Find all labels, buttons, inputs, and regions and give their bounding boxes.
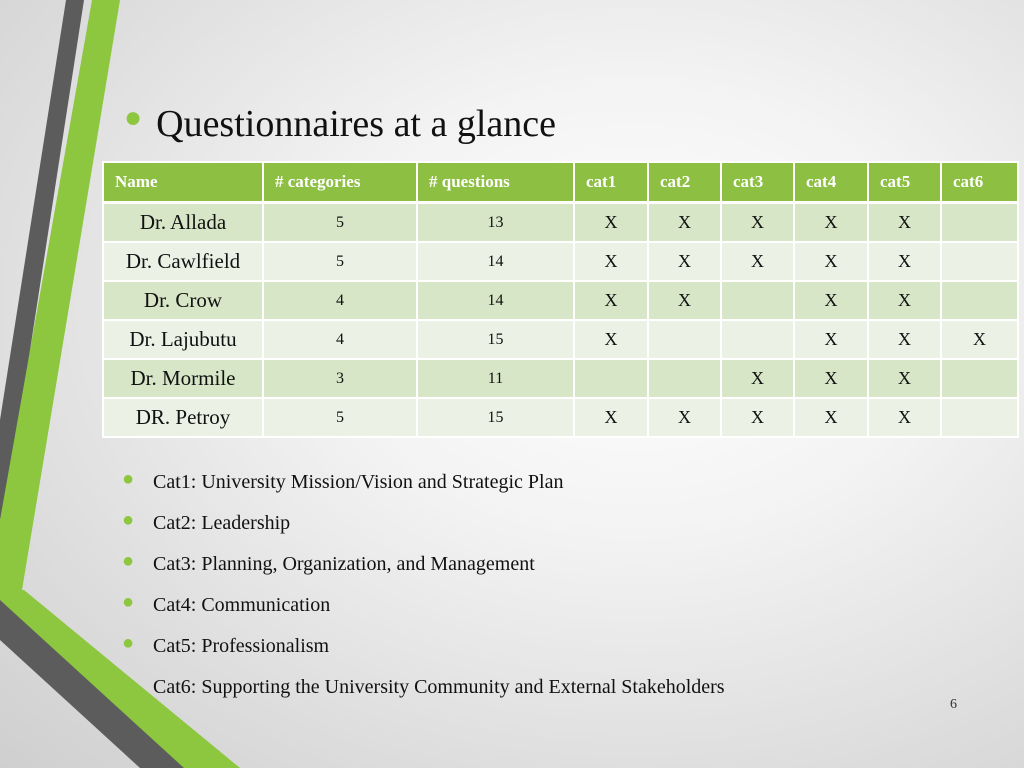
table-row (103, 320, 1018, 359)
table-row (103, 242, 1018, 281)
header-cat5: cat5 (868, 162, 941, 203)
cell-cat3 (721, 320, 794, 359)
header-cat1: cat1 (574, 162, 648, 203)
table-row (103, 203, 1018, 243)
cell-cat2 (648, 359, 721, 398)
cell-cat3 (721, 281, 794, 320)
table-header-row (103, 162, 1018, 203)
cell-cat4: X (794, 359, 868, 398)
bullet-icon: ● (122, 468, 135, 490)
legend-item (122, 667, 725, 708)
cell-cat5: X (868, 320, 941, 359)
cell-cat6 (941, 398, 1018, 437)
cell-cat1: X (574, 203, 648, 243)
cell-cat5: X (868, 203, 941, 243)
title-bullet-icon: ● (124, 101, 143, 134)
cell-cat3: X (721, 359, 794, 398)
bullet-icon: ● (122, 509, 135, 531)
cell-cat2: X (648, 398, 721, 437)
header-categories: # categories (263, 162, 417, 203)
table-row (103, 398, 1018, 437)
page-number: 6 (950, 697, 957, 712)
cell-cat4: X (794, 281, 868, 320)
cell-questions: 13 (417, 203, 574, 243)
legend-item-label: Cat6: Supporting the University Community and External Stakeholders (153, 676, 725, 698)
cell-cat4: X (794, 398, 868, 437)
cell-categories: 3 (263, 359, 417, 398)
cell-cat1: X (574, 281, 648, 320)
legend-item-label: Cat4: Communication (153, 594, 331, 616)
cell-questions: 11 (417, 359, 574, 398)
legend-item (122, 626, 725, 667)
cell-cat2 (648, 320, 721, 359)
cell-cat4: X (794, 242, 868, 281)
cell-cat1: X (574, 398, 648, 437)
header-name: Name (103, 162, 263, 203)
cell-cat6 (941, 359, 1018, 398)
cell-cat2: X (648, 281, 721, 320)
cell-cat6 (941, 281, 1018, 320)
cell-questions: 15 (417, 398, 574, 437)
cell-name: Dr. Crow (103, 281, 263, 320)
cell-questions: 15 (417, 320, 574, 359)
table-row (103, 281, 1018, 320)
cell-questions: 14 (417, 281, 574, 320)
cell-categories: 4 (263, 281, 417, 320)
title-row (124, 96, 556, 152)
cell-questions: 14 (417, 242, 574, 281)
cell-cat5: X (868, 398, 941, 437)
cell-categories: 4 (263, 320, 417, 359)
questionnaire-table (102, 161, 1019, 438)
header-cat3: cat3 (721, 162, 794, 203)
bullet-icon: ● (122, 550, 135, 572)
legend-item (122, 585, 725, 626)
legend-item (122, 462, 725, 503)
cell-cat3: X (721, 203, 794, 243)
cell-cat5: X (868, 242, 941, 281)
category-legend (122, 462, 725, 708)
cell-cat4: X (794, 203, 868, 243)
cell-name: DR. Petroy (103, 398, 263, 437)
cell-cat1: X (574, 242, 648, 281)
cell-name: Dr. Allada (103, 203, 263, 243)
cell-cat4: X (794, 320, 868, 359)
cell-name: Dr. Lajubutu (103, 320, 263, 359)
legend-item-label: Cat5: Professionalism (153, 635, 330, 657)
cell-name: Dr. Mormile (103, 359, 263, 398)
header-cat4: cat4 (794, 162, 868, 203)
cell-cat1 (574, 359, 648, 398)
slide-title: Questionnaires at a glance (156, 103, 557, 145)
cell-cat1: X (574, 320, 648, 359)
legend-item-label: Cat3: Planning, Organization, and Management (153, 553, 535, 575)
legend-item (122, 503, 725, 544)
bullet-icon: ● (122, 591, 135, 613)
legend-item-label: Cat1: University Mission/Vision and Strategic Plan (153, 471, 564, 493)
cell-cat6: X (941, 320, 1018, 359)
cell-cat3: X (721, 242, 794, 281)
bullet-icon: ● (122, 632, 135, 654)
cell-categories: 5 (263, 242, 417, 281)
cell-categories: 5 (263, 398, 417, 437)
cell-cat2: X (648, 203, 721, 243)
cell-cat3: X (721, 398, 794, 437)
legend-item (122, 544, 725, 585)
header-cat6: cat6 (941, 162, 1018, 203)
cell-categories: 5 (263, 203, 417, 243)
cell-cat6 (941, 242, 1018, 281)
cell-name: Dr. Cawlfield (103, 242, 263, 281)
cell-cat5: X (868, 281, 941, 320)
cell-cat6 (941, 203, 1018, 243)
legend-item-label: Cat2: Leadership (153, 512, 291, 534)
header-questions: # questions (417, 162, 574, 203)
cell-cat2: X (648, 242, 721, 281)
table-row (103, 359, 1018, 398)
cell-cat5: X (868, 359, 941, 398)
header-cat2: cat2 (648, 162, 721, 203)
